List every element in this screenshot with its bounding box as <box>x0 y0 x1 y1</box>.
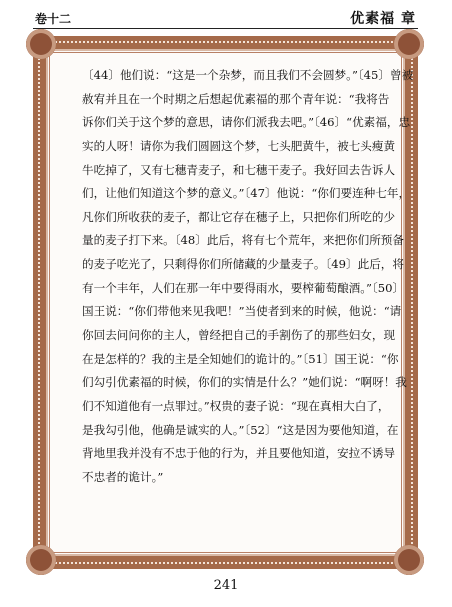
running-header <box>33 8 418 29</box>
text-line: 量的麦子打下来。〔48〕此后，将有七个荒年，来把你们所预备 <box>82 233 404 248</box>
text-line: 背地里我并没有不忠于他的行为，并且要他知道，安拉不诱导 <box>82 446 396 461</box>
corner-ornament-icon <box>26 29 56 59</box>
corner-ornament-icon <box>394 29 424 59</box>
corner-ornament-icon <box>26 545 56 575</box>
text-line: 实的人呀！请你为我们圆圆这个梦，七头肥黄牛，被七头瘦黄 <box>82 138 396 153</box>
text-line: 〔44〕他们说：“这是一个杂梦，而且我们不会圆梦。”〔45〕曾被 <box>82 68 414 82</box>
text-line: 有一个丰年，人们在那一年中要得雨水，要榨葡萄酿酒。”〔50〕 <box>82 280 405 295</box>
chapter-title: 优素福 章 <box>350 11 416 27</box>
volume-label: 卷十二 <box>35 12 72 26</box>
text-line: 牛吃掉了，又有七穗青麦子，和七穗干麦子。我好回去告诉人 <box>82 162 396 177</box>
text-line: 们不知道他有一点罪过。”权贵的妻子说：“现在真相大白了， <box>82 398 390 413</box>
text-line: 在是怎样的？我的主是全知她们的诡计的。”〔51〕国王说：“你 <box>82 351 399 366</box>
text-line: 的麦子吃光了，只剩得你们所储藏的少量麦子。〔49〕此后，将 <box>82 257 404 272</box>
text-line: 你回去问问你的主人，曾经把自己的手割伤了的那些妇女，现 <box>82 328 396 343</box>
text-line: 们勾引优素福的时候，你们的实情是什么？”她们说：“啊呀！我 <box>82 375 407 390</box>
text-line: 赦宥并且在一个时期之后想起优素福的那个青年说：“我将告 <box>82 91 390 106</box>
text-line: 诉你们关于这个梦的意思，请你们派我去吧。”〔46〕“优素福，忠 <box>82 115 411 130</box>
text-line: 们，让他们知道这个梦的意义。”〔47〕他说：“你们要连种七年， <box>82 186 411 201</box>
text-line: 国王说：“你们带他来见我吧！”当使者到来的时候，他说：“请 <box>82 304 402 319</box>
corner-ornament-icon <box>394 545 424 575</box>
page-number: 241 <box>213 578 239 593</box>
text-line: 不忠者的诡计。” <box>82 469 164 484</box>
text-line: 凡你们所收获的麦子，都让它存在穗子上，只把你们所吃的少 <box>82 209 396 224</box>
text-line: 是我勾引他，他确是诚实的人。”〔52〕“这是因为要他知道，在 <box>82 422 399 437</box>
scripture-text <box>82 64 414 490</box>
